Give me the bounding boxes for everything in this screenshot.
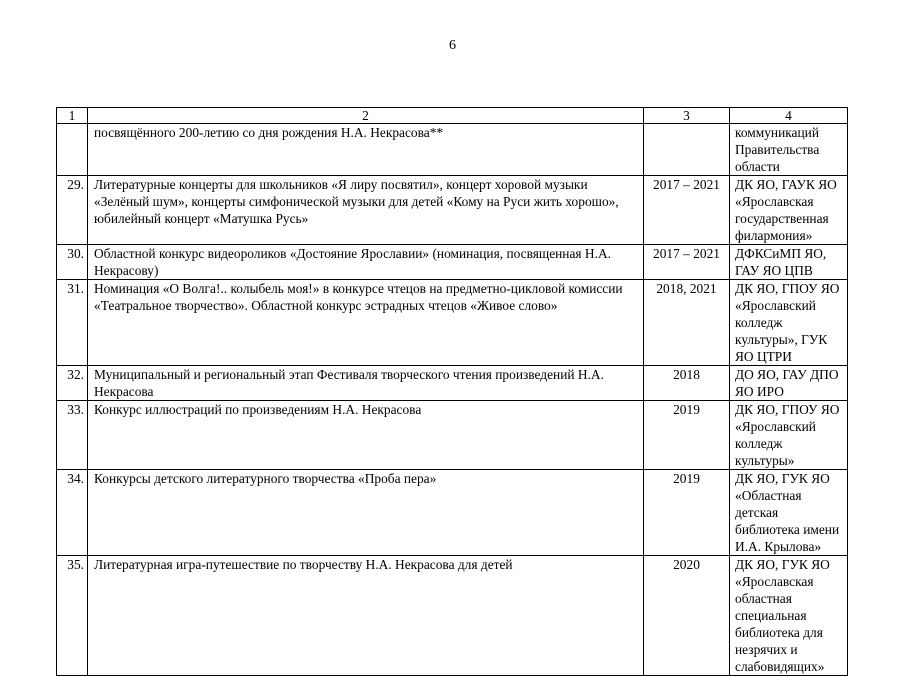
row-name: Литературная игра-путешествие по творчеству Н.А. Некрасова для детей — [88, 556, 644, 676]
row-number: 32. — [57, 366, 88, 401]
table-row — [57, 366, 848, 401]
header-cell-number: 1 — [57, 108, 88, 124]
row-organization: ДК ЯО, ГАУК ЯО «Ярославская государственная филармония» — [730, 176, 848, 245]
table-row — [57, 401, 848, 470]
header-cell-name: 2 — [88, 108, 644, 124]
row-name: Номинация «О Волга!.. колыбель моя!» в конкурсе чтецов на предметно-цикловой комиссии «Театральное творчество». Областной конкурс эстрадных чтецов «Живое слово» — [88, 280, 644, 366]
row-organization: коммуникаций Правительства области — [730, 124, 848, 176]
row-number — [57, 124, 88, 176]
events-table — [56, 107, 848, 676]
table-row — [57, 176, 848, 245]
row-organization: ДК ЯО, ГУК ЯО «Ярославская областная специальная библиотека для незрячих и слабовидящих» — [730, 556, 848, 676]
page-number: 6 — [449, 38, 456, 53]
row-organization: ДО ЯО, ГАУ ДПО ЯО ИРО — [730, 366, 848, 401]
row-number: 30. — [57, 245, 88, 280]
table-row — [57, 124, 848, 176]
header-cell-organization: 4 — [730, 108, 848, 124]
row-year — [644, 124, 730, 176]
table-row — [57, 245, 848, 280]
row-year: 2019 — [644, 470, 730, 556]
row-number: 34. — [57, 470, 88, 556]
row-organization: ДФКСиМП ЯО, ГАУ ЯО ЦПВ — [730, 245, 848, 280]
row-year: 2017 – 2021 — [644, 245, 730, 280]
row-organization: ДК ЯО, ГУК ЯО «Областная детская библиотека имени И.А. Крылова» — [730, 470, 848, 556]
row-name: Конкурсы детского литературного творчества «Проба пера» — [88, 470, 644, 556]
row-name: Конкурс иллюстраций по произведениям Н.А. Некрасова — [88, 401, 644, 470]
row-name: Областной конкурс видеороликов «Достояние Ярославии» (номинация, посвященная Н.А. Некрасову) — [88, 245, 644, 280]
row-year: 2019 — [644, 401, 730, 470]
row-year: 2020 — [644, 556, 730, 676]
row-year: 2017 – 2021 — [644, 176, 730, 245]
row-organization: ДК ЯО, ГПОУ ЯО «Ярославский колледж культуры», ГУК ЯО ЦТРИ — [730, 280, 848, 366]
row-number: 35. — [57, 556, 88, 676]
row-name: Литературные концерты для школьников «Я лиру посвятил», концерт хоровой музыки «Зелёный шум», концерты симфонической музыки для детей «Кому на Руси жить хорошо», юбилейный концерт «Матушка Русь» — [88, 176, 644, 245]
row-number: 29. — [57, 176, 88, 245]
row-number: 33. — [57, 401, 88, 470]
row-year: 2018, 2021 — [644, 280, 730, 366]
table-row — [57, 556, 848, 676]
row-number: 31. — [57, 280, 88, 366]
row-organization: ДК ЯО, ГПОУ ЯО «Ярославский колледж культуры» — [730, 401, 848, 470]
row-year: 2018 — [644, 366, 730, 401]
table-row — [57, 470, 848, 556]
row-name: Муниципальный и региональный этап Фестиваля творческого чтения произведений Н.А. Некрасова — [88, 366, 644, 401]
table-header-row — [57, 108, 848, 124]
row-name: посвящённого 200-летию со дня рождения Н.А. Некрасова** — [88, 124, 644, 176]
table-row — [57, 280, 848, 366]
header-cell-year: 3 — [644, 108, 730, 124]
